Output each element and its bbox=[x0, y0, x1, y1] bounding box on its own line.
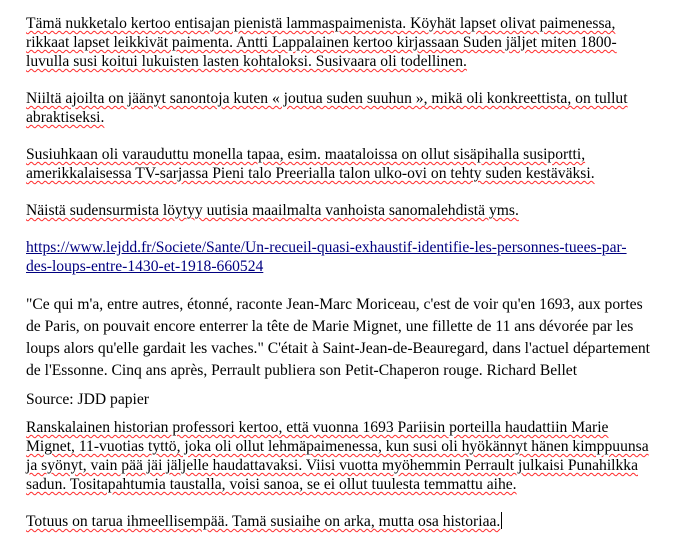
text-line: Niiltä ajoilta on jäänyt sanontoja kuten « joutua suden suuhun », mikä oli konkreettista, on tullut bbox=[26, 90, 628, 107]
text-line: Ranskalainen historian professori kertoo, että vuonna 1693 Pariisin porteilla haudattiin Marie bbox=[26, 419, 609, 436]
text-line: abraktiseksi. bbox=[26, 109, 105, 126]
document-body[interactable] bbox=[26, 14, 666, 549]
paragraph-sudensurmat bbox=[26, 201, 666, 220]
text-line: sadun. Tositapahtumia taustalla, voisi sanoa, se ei ollut tuulesta temmattu aihe. bbox=[26, 476, 517, 493]
link-line[interactable]: des-loups-entre-1430-et-1918-660524 bbox=[26, 258, 264, 275]
french-quote bbox=[26, 294, 666, 382]
quote-line: "Ce qui m'a, entre autres, étonné, raconte Jean-Marc Moriceau, c'est de voir qu'en 1693, aux portes bbox=[26, 296, 643, 313]
link-line[interactable]: https://www.lejdd.fr/Societe/Sante/Un-recueil-quasi-exhaustif-identifie-les-personnes-tuees-par- bbox=[26, 239, 627, 256]
text-line: ja syönyt, vain pää jäi jäljelle haudattavaksi. Viisi vuotta myöhemmin Perrault julkaisi Punahilkka bbox=[26, 457, 639, 474]
final-sentence: Totuus on tarua ihmeellisempää. Tamä susiaihe on arka, mutta osa historiaa. bbox=[26, 513, 501, 530]
text-line: luvulla susi koitui lukuisten lasten kohtaloksi. Susivaara oli todellinen. bbox=[26, 53, 467, 70]
paragraph-totuus bbox=[26, 512, 666, 531]
text-line: Tämä nukketalo kertoo entisajan pienistä lammaspaimenista. Köyhät lapset olivat paimenessa, bbox=[26, 15, 616, 32]
text-line: Mignet, 11-vuotias tyttö, joka oli ollut lehmäpaimenessa, kun susi oli hyökännyt hänen kimppuunsa bbox=[26, 438, 649, 455]
article-link[interactable] bbox=[26, 238, 666, 276]
quote-line: de Paris, on pouvait encore enterrer la tête de Marie Mignet, une fillette de 11 ans dévorée par les bbox=[26, 318, 634, 335]
paragraph-nukketalo bbox=[26, 14, 666, 71]
paragraph-ranskalainen bbox=[26, 418, 666, 494]
source-text: Source: JDD papier bbox=[26, 391, 149, 408]
quote-line: loups alors qu'elle gardait les vaches." C'était à Saint-Jean-de-Beauregard, dans l'actuel département bbox=[26, 340, 651, 357]
text-line: amerikkalaisessa TV-sarjassa Pieni talo Preerialla talon ulko-ovi on tehty suden kestäväksi. bbox=[26, 165, 595, 182]
paragraph-susiuhka bbox=[26, 145, 666, 183]
quote-line: de l'Essonne. Cinq ans après, Perrault publiera son Petit-Chaperon rouge. Richard Bellet bbox=[26, 362, 578, 379]
text-cursor bbox=[501, 512, 502, 529]
source-line bbox=[26, 389, 666, 411]
text-line: Susiuhkaan oli varauduttu monella tapaa, esim. maataloissa on ollut sisäpihalla susiportti, bbox=[26, 146, 586, 163]
paragraph-sanontoja bbox=[26, 89, 666, 127]
text-line bbox=[26, 512, 666, 531]
text-line: Näistä sudensurmista löytyy uutisia maailmalta vanhoista sanomalehdistä yms. bbox=[26, 202, 519, 219]
text-line: rikkaat lapset leikkivät paimenta. Antti Lappalainen kertoo kirjassaan Suden jäljet miten 1800- bbox=[26, 34, 617, 51]
